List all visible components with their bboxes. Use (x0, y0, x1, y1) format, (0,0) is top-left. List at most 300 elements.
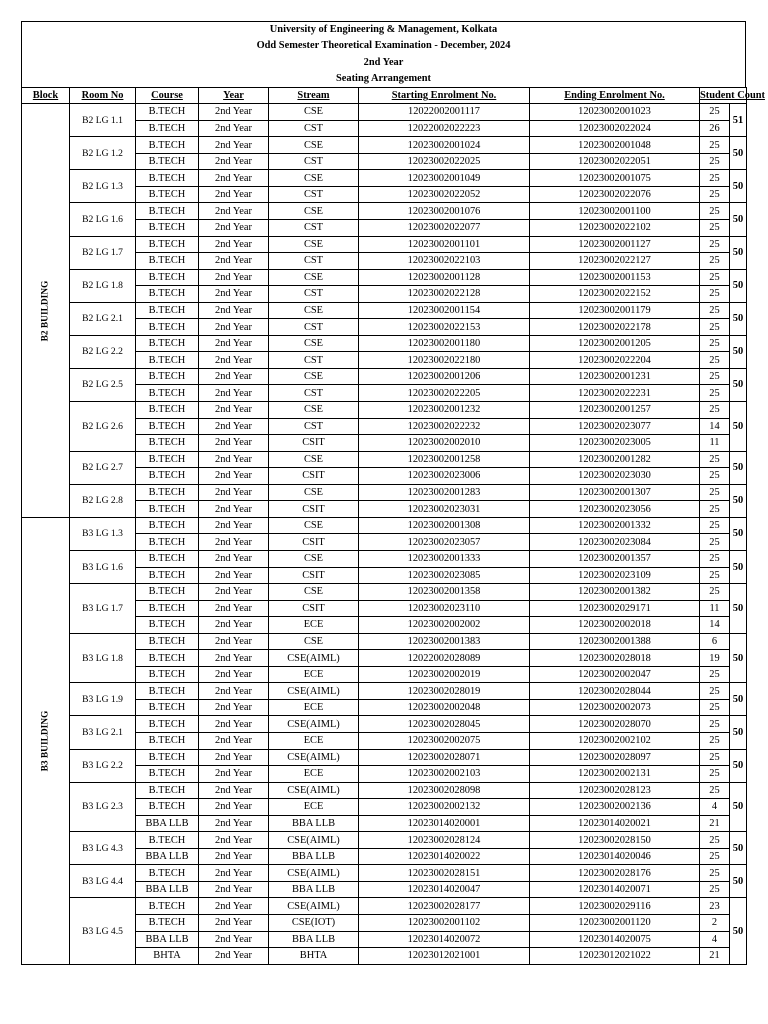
end-enrolment-cell: 12023002001179 (530, 302, 700, 319)
course-cell: B.TECH (136, 468, 199, 485)
year-cell: 2nd Year (199, 699, 269, 716)
count-cell: 25 (700, 186, 730, 203)
end-enrolment-cell: 12023002028018 (530, 650, 700, 667)
count-cell: 25 (700, 170, 730, 187)
stream-cell: CSIT (269, 534, 359, 551)
stream-cell: CSE (269, 484, 359, 501)
end-enrolment-cell: 12023002001048 (530, 137, 700, 154)
count-cell: 25 (700, 319, 730, 336)
count-cell: 21 (700, 948, 730, 965)
end-enrolment-cell: 12023002023109 (530, 567, 700, 584)
start-enrolment-cell: 12023002001102 (359, 914, 530, 931)
start-enrolment-cell: 12023002023031 (359, 501, 530, 518)
stream-cell: CST (269, 385, 359, 402)
end-enrolment-cell: 12023002001382 (530, 584, 700, 601)
course-cell: B.TECH (136, 170, 199, 187)
stream-cell: CST (269, 153, 359, 170)
end-enrolment-cell: 12023002022204 (530, 352, 700, 369)
end-enrolment-cell: 12023002002136 (530, 799, 700, 816)
end-enrolment-cell: 12023002002047 (530, 666, 700, 683)
start-enrolment-cell: 12023014020001 (359, 815, 530, 832)
year-cell: 2nd Year (199, 418, 269, 435)
course-cell: BBA LLB (136, 815, 199, 832)
room-total-cell: 50 (730, 203, 747, 236)
year-cell: 2nd Year (199, 385, 269, 402)
end-enrolment-cell: 12023002029171 (530, 600, 700, 617)
start-enrolment-cell: 12023002028045 (359, 716, 530, 733)
end-enrolment-cell: 12023002001388 (530, 633, 700, 650)
start-enrolment-cell: 12023002001383 (359, 633, 530, 650)
col-header-student-count: Student Count (700, 88, 747, 104)
count-cell: 25 (700, 335, 730, 352)
count-cell: 25 (700, 220, 730, 237)
course-cell: B.TECH (136, 236, 199, 253)
start-enrolment-cell: 12023002001333 (359, 550, 530, 567)
table-header (22, 88, 765, 104)
count-cell: 19 (700, 650, 730, 667)
course-cell: B.TECH (136, 617, 199, 634)
col-header-end-enrolment: Ending Enrolment No. (530, 88, 700, 104)
count-cell: 14 (700, 418, 730, 435)
stream-cell: BBA LLB (269, 815, 359, 832)
course-cell: B.TECH (136, 600, 199, 617)
year-cell: 2nd Year (199, 914, 269, 931)
stream-cell: CST (269, 253, 359, 270)
room-cell: B2 LG 1.7 (70, 236, 136, 269)
start-enrolment-cell: 12023002001358 (359, 584, 530, 601)
count-cell: 6 (700, 633, 730, 650)
count-cell: 25 (700, 385, 730, 402)
count-cell: 25 (700, 468, 730, 485)
table-row (22, 203, 747, 220)
start-enrolment-cell: 12023002002048 (359, 699, 530, 716)
course-cell: BBA LLB (136, 931, 199, 948)
room-cell: B2 LG 2.8 (70, 484, 136, 517)
year-cell: 2nd Year (199, 517, 269, 534)
start-enrolment-cell: 12023002001049 (359, 170, 530, 187)
year-cell: 2nd Year (199, 799, 269, 816)
course-cell: B.TECH (136, 666, 199, 683)
year-cell: 2nd Year (199, 203, 269, 220)
year-cell: 2nd Year (199, 534, 269, 551)
count-cell: 25 (700, 749, 730, 766)
end-enrolment-cell: 12023002022051 (530, 153, 700, 170)
end-enrolment-cell: 12023002001205 (530, 335, 700, 352)
table-row (22, 368, 747, 385)
year-cell: 2nd Year (199, 650, 269, 667)
end-enrolment-cell: 12023002001357 (530, 550, 700, 567)
room-cell: B3 LG 1.3 (70, 517, 136, 550)
year-cell: 2nd Year (199, 501, 269, 518)
course-cell: B.TECH (136, 286, 199, 303)
course-cell: B.TECH (136, 319, 199, 336)
table-row (22, 584, 747, 601)
stream-cell: BBA LLB (269, 881, 359, 898)
col-header-start-enrolment: Starting Enrolment No. (359, 88, 530, 104)
university-name: University of Engineering & Management, Kolkata (269, 24, 498, 35)
stream-cell: CST (269, 186, 359, 203)
year-cell: 2nd Year (199, 302, 269, 319)
col-header-stream: Stream (269, 88, 359, 104)
stream-cell: ECE (269, 732, 359, 749)
count-cell: 25 (700, 137, 730, 154)
course-cell: B.TECH (136, 451, 199, 468)
course-cell: B.TECH (136, 153, 199, 170)
end-enrolment-cell: 12023002002073 (530, 699, 700, 716)
end-enrolment-cell: 12023014020075 (530, 931, 700, 948)
stream-cell: CST (269, 319, 359, 336)
year-cell: 2nd Year (199, 732, 269, 749)
stream-cell: CSE(AIML) (269, 716, 359, 733)
stream-cell: CSE (269, 236, 359, 253)
year-cell: 2nd Year (199, 319, 269, 336)
stream-cell: CSE (269, 104, 359, 121)
year-cell: 2nd Year (199, 137, 269, 154)
course-cell: B.TECH (136, 914, 199, 931)
room-total-cell: 50 (730, 335, 747, 368)
room-total-cell: 50 (730, 484, 747, 517)
room-cell: B2 LG 1.2 (70, 137, 136, 170)
stream-cell: CSE (269, 203, 359, 220)
course-cell: B.TECH (136, 782, 199, 799)
end-enrolment-cell: 12023002001332 (530, 517, 700, 534)
start-enrolment-cell: 12023002002019 (359, 666, 530, 683)
start-enrolment-cell: 12023002001283 (359, 484, 530, 501)
document-header (21, 21, 746, 87)
year-cell: 2nd Year (199, 600, 269, 617)
room-total-cell: 50 (730, 236, 747, 269)
year-cell: 2nd Year (199, 633, 269, 650)
course-cell: B.TECH (136, 418, 199, 435)
end-enrolment-cell: 12023002001120 (530, 914, 700, 931)
stream-cell: CST (269, 418, 359, 435)
year-cell: 2nd Year (199, 286, 269, 303)
start-enrolment-cell: 12023014020072 (359, 931, 530, 948)
year-cell: 2nd Year (199, 881, 269, 898)
table-row (22, 104, 747, 121)
course-cell: B.TECH (136, 435, 199, 452)
year-cell: 2nd Year (199, 153, 269, 170)
end-enrolment-cell: 12023002022178 (530, 319, 700, 336)
year-cell: 2nd Year (199, 402, 269, 419)
course-cell: B.TECH (136, 898, 199, 915)
course-cell: B.TECH (136, 550, 199, 567)
start-enrolment-cell: 12023002023110 (359, 600, 530, 617)
year-cell: 2nd Year (199, 451, 269, 468)
start-enrolment-cell: 12023002001258 (359, 451, 530, 468)
course-cell: B.TECH (136, 732, 199, 749)
stream-cell: CSIT (269, 468, 359, 485)
start-enrolment-cell: 12023002002132 (359, 799, 530, 816)
end-enrolment-cell: 12023002022102 (530, 220, 700, 237)
stream-cell: BBA LLB (269, 848, 359, 865)
year-cell: 2nd Year (199, 335, 269, 352)
course-cell: B.TECH (136, 335, 199, 352)
col-header-course: Course (136, 88, 199, 104)
stream-cell: CSE (269, 269, 359, 286)
stream-cell: CSE (269, 368, 359, 385)
count-cell: 4 (700, 799, 730, 816)
table-row (22, 716, 747, 733)
room-cell: B3 LG 1.7 (70, 584, 136, 634)
table-row (22, 302, 747, 319)
end-enrolment-cell: 12023002022231 (530, 385, 700, 402)
course-cell: B.TECH (136, 699, 199, 716)
count-cell: 23 (700, 898, 730, 915)
room-total-cell: 50 (730, 170, 747, 203)
start-enrolment-cell: 12023002022077 (359, 220, 530, 237)
count-cell: 21 (700, 815, 730, 832)
year-cell: 2nd Year (199, 186, 269, 203)
start-enrolment-cell: 12023002022153 (359, 319, 530, 336)
seating-arrangement-sheet (21, 21, 765, 965)
course-cell: B.TECH (136, 567, 199, 584)
count-cell: 25 (700, 517, 730, 534)
table-row (22, 335, 747, 352)
stream-cell: CST (269, 286, 359, 303)
end-enrolment-cell: 12023002022127 (530, 253, 700, 270)
room-total-cell: 50 (730, 633, 747, 683)
stream-cell: ECE (269, 617, 359, 634)
start-enrolment-cell: 12023002022180 (359, 352, 530, 369)
room-total-cell: 50 (730, 782, 747, 832)
year-cell: 2nd Year (199, 584, 269, 601)
start-enrolment-cell: 12023002002010 (359, 435, 530, 452)
course-cell: B.TECH (136, 534, 199, 551)
sheet-title: Seating Arrangement (336, 72, 431, 84)
course-cell: B.TECH (136, 253, 199, 270)
room-cell: B3 LG 1.8 (70, 633, 136, 683)
count-cell: 25 (700, 699, 730, 716)
stream-cell: CSE(AIML) (269, 650, 359, 667)
count-cell: 25 (700, 236, 730, 253)
count-cell: 25 (700, 865, 730, 882)
end-enrolment-cell: 12023002002018 (530, 617, 700, 634)
year-cell: 2nd Year (199, 716, 269, 733)
year-cell: 2nd Year (199, 220, 269, 237)
year-cell: 2nd Year (199, 948, 269, 965)
end-enrolment-cell: 12023002002131 (530, 766, 700, 783)
stream-cell: CST (269, 120, 359, 137)
start-enrolment-cell: 12023002028071 (359, 749, 530, 766)
start-enrolment-cell: 12023014020022 (359, 848, 530, 865)
table-row (22, 484, 747, 501)
stream-cell: CSE(AIML) (269, 782, 359, 799)
year-title: 2nd Year (363, 56, 404, 68)
start-enrolment-cell: 12023002022205 (359, 385, 530, 402)
end-enrolment-cell: 12023002001153 (530, 269, 700, 286)
stream-cell: CSE (269, 633, 359, 650)
count-cell: 25 (700, 253, 730, 270)
room-total-cell: 50 (730, 368, 747, 401)
count-cell: 25 (700, 203, 730, 220)
stream-cell: CSE (269, 451, 359, 468)
year-cell: 2nd Year (199, 170, 269, 187)
count-cell: 25 (700, 584, 730, 601)
year-cell: 2nd Year (199, 567, 269, 584)
stream-cell: ECE (269, 766, 359, 783)
course-cell: B.TECH (136, 137, 199, 154)
start-enrolment-cell: 12023014020047 (359, 881, 530, 898)
stream-cell: BBA LLB (269, 931, 359, 948)
year-cell: 2nd Year (199, 865, 269, 882)
end-enrolment-cell: 12023002028176 (530, 865, 700, 882)
stream-cell: CSE(AIML) (269, 898, 359, 915)
count-cell: 25 (700, 451, 730, 468)
room-cell: B2 LG 1.8 (70, 269, 136, 302)
count-cell: 25 (700, 766, 730, 783)
room-total-cell: 50 (730, 517, 747, 550)
count-cell: 25 (700, 716, 730, 733)
end-enrolment-cell: 12023002001257 (530, 402, 700, 419)
table-body (22, 104, 747, 964)
start-enrolment-cell: 12023002002103 (359, 766, 530, 783)
table-row (22, 137, 747, 154)
end-enrolment-cell: 12023002028070 (530, 716, 700, 733)
end-enrolment-cell: 12023002023030 (530, 468, 700, 485)
end-enrolment-cell: 12023002002102 (530, 732, 700, 749)
seating-table (21, 87, 765, 964)
course-cell: B.TECH (136, 683, 199, 700)
block-label: B3 BUILDING (40, 710, 50, 772)
count-cell: 25 (700, 732, 730, 749)
year-cell: 2nd Year (199, 550, 269, 567)
start-enrolment-cell: 12023002001101 (359, 236, 530, 253)
room-cell: B2 LG 2.5 (70, 368, 136, 401)
table-row (22, 633, 747, 650)
room-cell: B2 LG 1.3 (70, 170, 136, 203)
end-enrolment-cell: 12023002028044 (530, 683, 700, 700)
room-total-cell: 50 (730, 865, 747, 898)
end-enrolment-cell: 12023002028123 (530, 782, 700, 799)
count-cell: 25 (700, 104, 730, 121)
count-cell: 25 (700, 352, 730, 369)
year-cell: 2nd Year (199, 617, 269, 634)
end-enrolment-cell: 12023002001023 (530, 104, 700, 121)
course-cell: B.TECH (136, 650, 199, 667)
end-enrolment-cell: 12023002028150 (530, 832, 700, 849)
start-enrolment-cell: 12023012021001 (359, 948, 530, 965)
room-total-cell: 50 (730, 898, 747, 964)
course-cell: BHTA (136, 948, 199, 965)
table-row (22, 236, 747, 253)
course-cell: B.TECH (136, 799, 199, 816)
end-enrolment-cell: 12023002029116 (530, 898, 700, 915)
stream-cell: CSE(AIML) (269, 865, 359, 882)
stream-cell: CSE(IOT) (269, 914, 359, 931)
course-cell: BBA LLB (136, 848, 199, 865)
exam-title: Odd Semester Theoretical Examination - December, 2024 (256, 40, 511, 52)
year-cell: 2nd Year (199, 815, 269, 832)
table-row (22, 170, 747, 187)
stream-cell: CST (269, 220, 359, 237)
count-cell: 25 (700, 269, 730, 286)
course-cell: B.TECH (136, 766, 199, 783)
count-cell: 25 (700, 484, 730, 501)
count-cell: 25 (700, 550, 730, 567)
course-cell: B.TECH (136, 385, 199, 402)
end-enrolment-cell: 12023002001100 (530, 203, 700, 220)
end-enrolment-cell: 12023002023077 (530, 418, 700, 435)
end-enrolment-cell: 12023002023084 (530, 534, 700, 551)
count-cell: 25 (700, 286, 730, 303)
year-cell: 2nd Year (199, 120, 269, 137)
end-enrolment-cell: 12023002001127 (530, 236, 700, 253)
room-cell: B3 LG 2.3 (70, 782, 136, 832)
stream-cell: ECE (269, 699, 359, 716)
room-cell: B2 LG 2.1 (70, 302, 136, 335)
table-row (22, 550, 747, 567)
room-cell: B3 LG 2.1 (70, 716, 136, 749)
count-cell: 25 (700, 567, 730, 584)
count-cell: 25 (700, 153, 730, 170)
course-cell: B.TECH (136, 302, 199, 319)
room-total-cell: 50 (730, 269, 747, 302)
year-cell: 2nd Year (199, 435, 269, 452)
year-cell: 2nd Year (199, 468, 269, 485)
stream-cell: CSE (269, 402, 359, 419)
room-total-cell: 50 (730, 749, 747, 782)
course-cell: B.TECH (136, 584, 199, 601)
room-total-cell: 51 (730, 104, 747, 137)
count-cell: 25 (700, 302, 730, 319)
course-cell: B.TECH (136, 269, 199, 286)
year-cell: 2nd Year (199, 832, 269, 849)
count-cell: 4 (700, 931, 730, 948)
table-row (22, 683, 747, 700)
end-enrolment-cell: 12023014020071 (530, 881, 700, 898)
year-cell: 2nd Year (199, 848, 269, 865)
stream-cell: CSE(AIML) (269, 832, 359, 849)
table-row (22, 402, 747, 419)
year-cell: 2nd Year (199, 104, 269, 121)
col-header-block: Block (22, 88, 70, 104)
start-enrolment-cell: 12023002001180 (359, 335, 530, 352)
table-row (22, 865, 747, 882)
year-cell: 2nd Year (199, 766, 269, 783)
stream-cell: CST (269, 352, 359, 369)
stream-cell: CSIT (269, 600, 359, 617)
table-row (22, 749, 747, 766)
room-cell: B2 LG 1.6 (70, 203, 136, 236)
start-enrolment-cell: 12023002023085 (359, 567, 530, 584)
course-cell: B.TECH (136, 368, 199, 385)
year-cell: 2nd Year (199, 253, 269, 270)
stream-cell: CSE (269, 517, 359, 534)
room-total-cell: 50 (730, 402, 747, 452)
end-enrolment-cell: 12023002023056 (530, 501, 700, 518)
room-cell: B3 LG 1.6 (70, 550, 136, 583)
room-total-cell: 50 (730, 716, 747, 749)
start-enrolment-cell: 12022002022223 (359, 120, 530, 137)
end-enrolment-cell: 12023002022024 (530, 120, 700, 137)
end-enrolment-cell: 12023002001307 (530, 484, 700, 501)
table-row (22, 517, 747, 534)
table-row (22, 898, 747, 915)
start-enrolment-cell: 12023002023006 (359, 468, 530, 485)
room-total-cell: 50 (730, 451, 747, 484)
stream-cell: CSIT (269, 567, 359, 584)
course-cell: B.TECH (136, 402, 199, 419)
course-cell: B.TECH (136, 832, 199, 849)
end-enrolment-cell: 12023014020021 (530, 815, 700, 832)
stream-cell: CSE(AIML) (269, 683, 359, 700)
course-cell: B.TECH (136, 203, 199, 220)
stream-cell: CSE (269, 302, 359, 319)
year-cell: 2nd Year (199, 269, 269, 286)
start-enrolment-cell: 12023002002002 (359, 617, 530, 634)
start-enrolment-cell: 12023002001308 (359, 517, 530, 534)
